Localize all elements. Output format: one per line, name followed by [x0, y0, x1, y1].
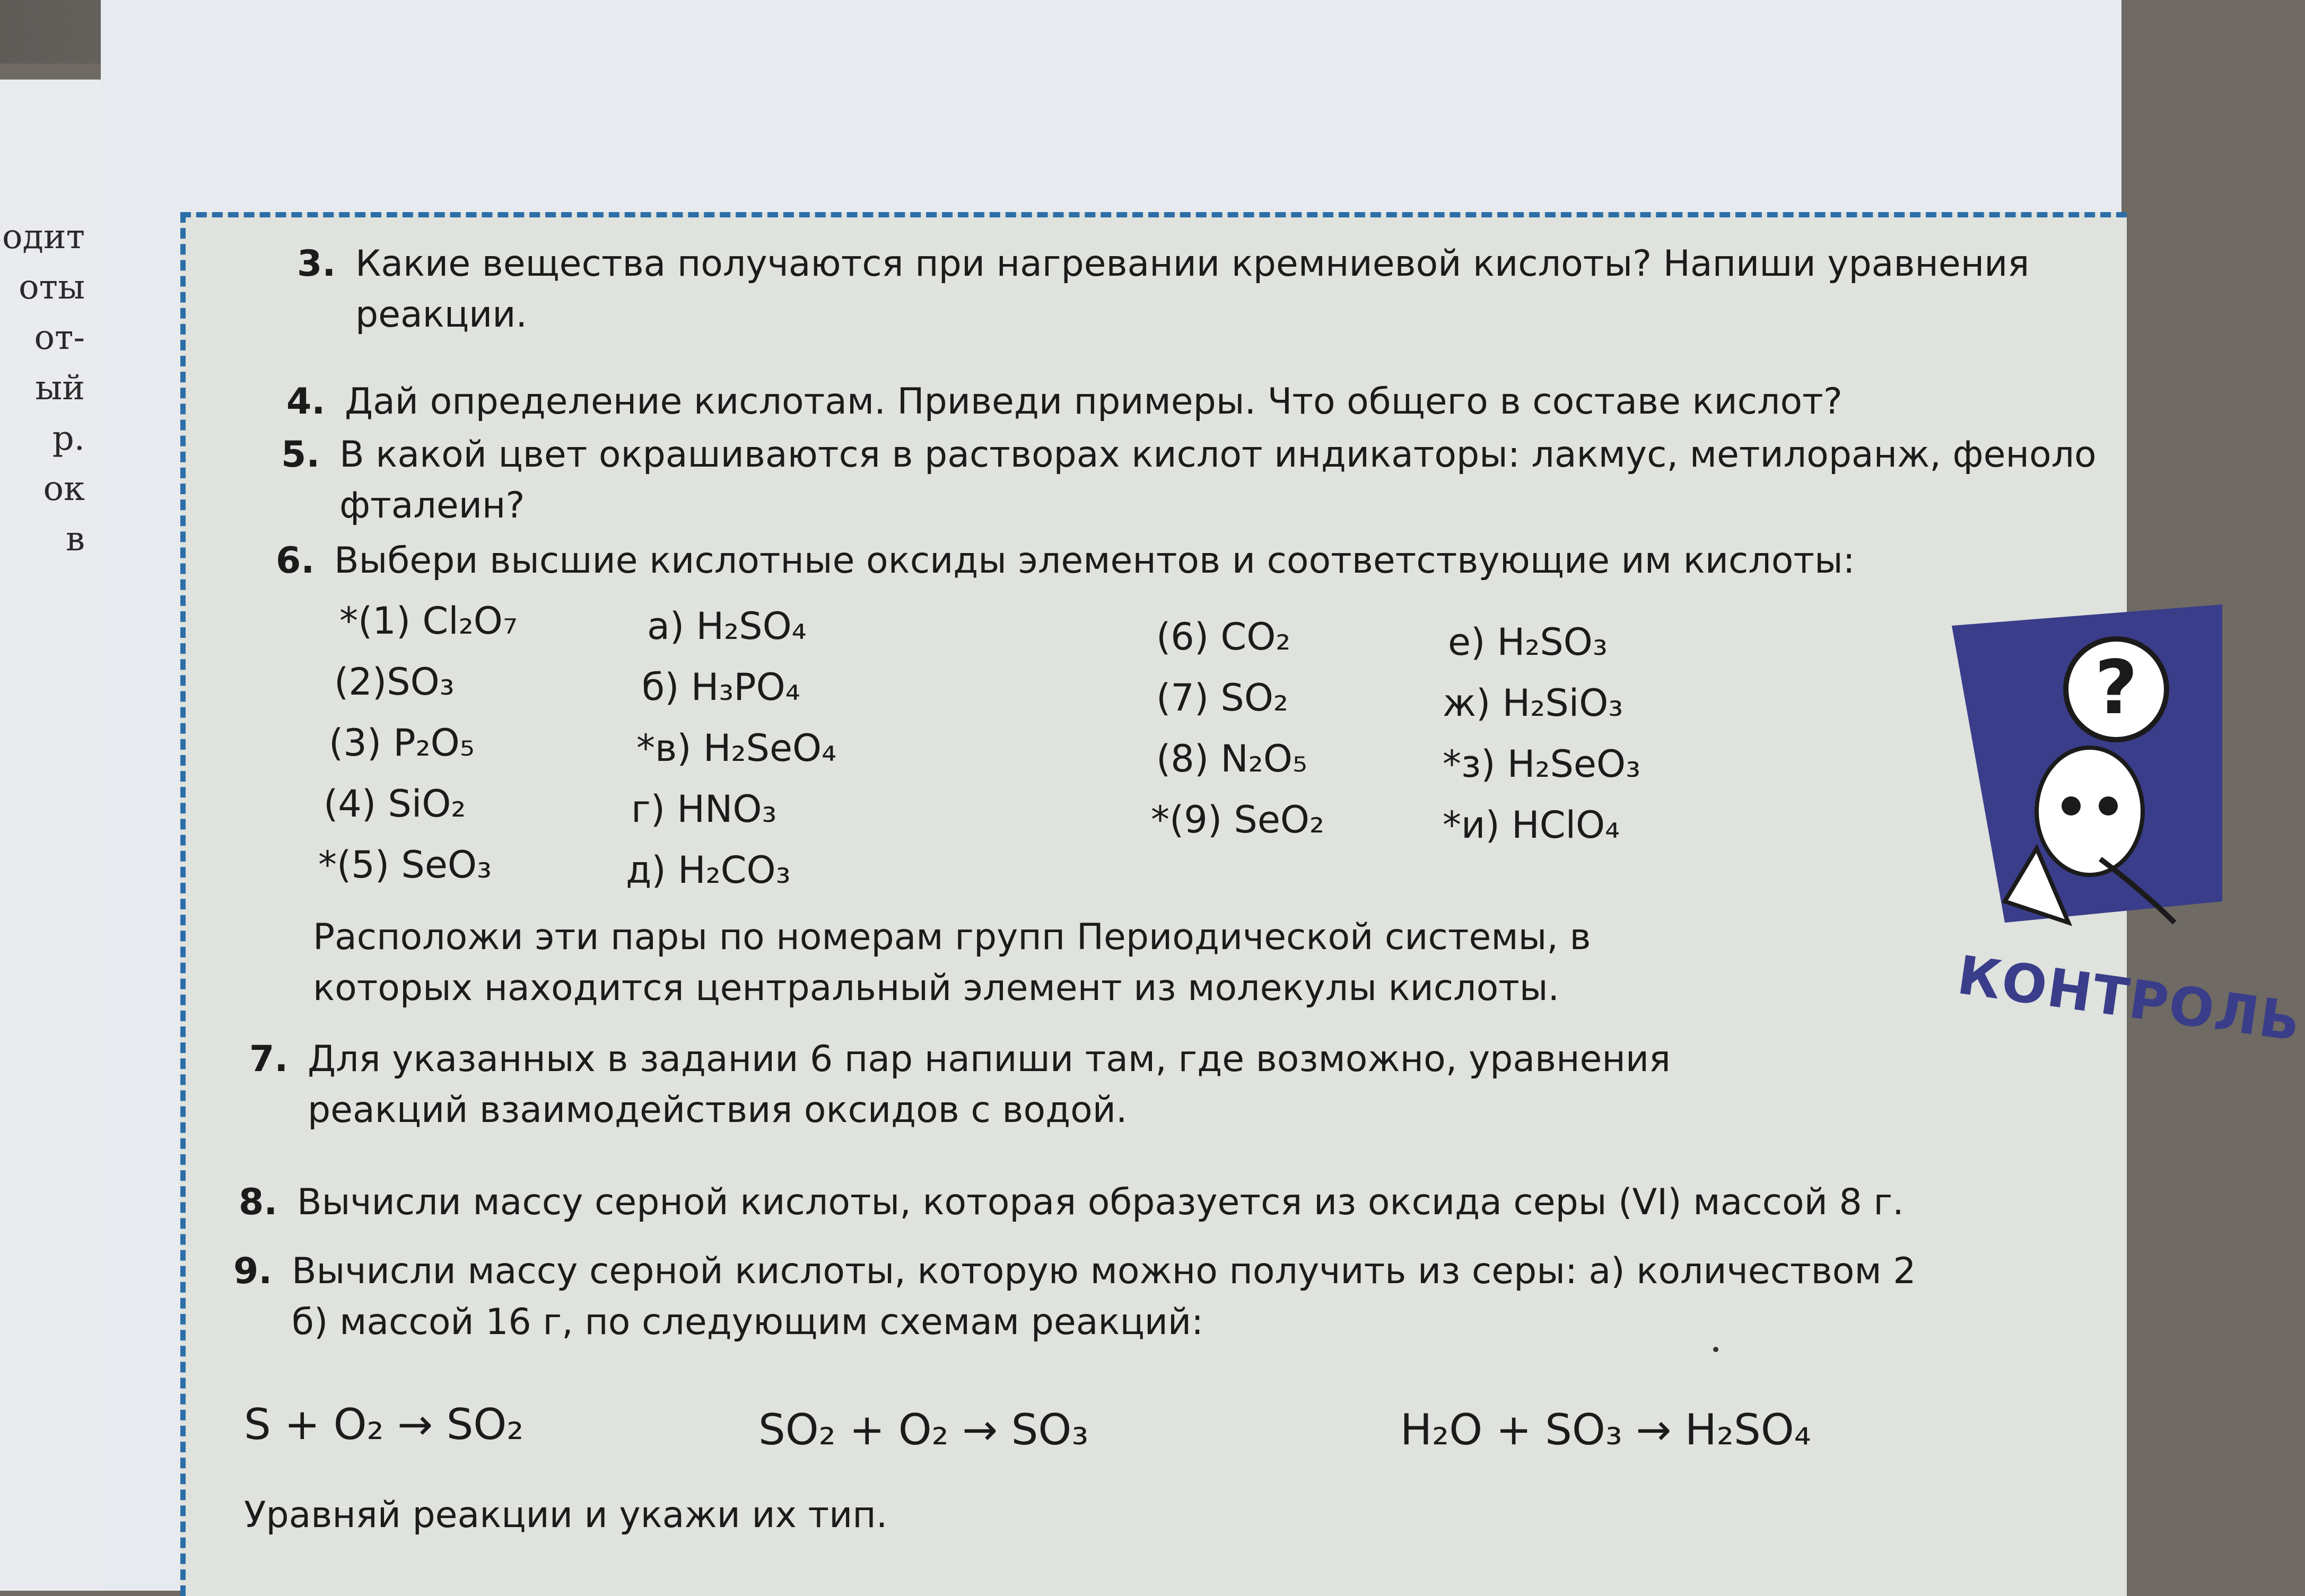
option-item: (2)SO₃ — [334, 660, 455, 704]
option-item: ж) H₂SiO₃ — [1443, 681, 1623, 725]
final-instruction: Уравняй реакции и укажи их тип. — [244, 1494, 888, 1536]
question-text: В какой цвет окрашиваются в растворах кислот индикаторы: лакмус, метилоранж, феноло — [339, 434, 2097, 476]
exercise-box — [180, 212, 2127, 1596]
question-text: Дай определение кислотам. Приведи примеры. Что общего в составе кислот? — [345, 381, 1843, 423]
question-number: 9. — [233, 1250, 273, 1292]
option-item: *(5) SeO₃ — [318, 843, 492, 887]
left-text-fragment: одит — [2, 217, 85, 257]
question-text: Выбери высшие кислотные оксиды элементов и соответствующие им кислоты: — [334, 540, 1855, 582]
left-text-fragment: от- — [34, 318, 85, 357]
question-mark-symbol: ? — [2094, 645, 2138, 731]
ink-dot — [1713, 1347, 1718, 1352]
reaction-formula: SO₂ + O₂ → SO₃ — [758, 1405, 1089, 1454]
option-item: *(9) SeO₂ — [1151, 798, 1325, 841]
option-item: *(1) Cl₂O₇ — [339, 599, 518, 643]
question-text: Вычисли массу серной кислоты, которую можно получить из серы: а) количеством 2 — [292, 1250, 1916, 1292]
question-text: фталеин? — [339, 485, 525, 527]
option-item: г) HNO₃ — [631, 787, 777, 831]
option-item: (6) CO₂ — [1156, 615, 1291, 659]
right-page — [101, 0, 2305, 1591]
question-4 — [286, 376, 1843, 427]
option-item: *в) H₂SeO₄ — [636, 726, 837, 770]
left-text-fragment: оты — [19, 268, 85, 307]
question-text: Какие вещества получаются при нагревании кремниевой кислоты? Напиши уравнения — [355, 243, 2030, 285]
option-item: б) H₃PO₄ — [642, 665, 800, 709]
left-text-fragment: в — [65, 520, 85, 559]
option-item: е) H₂SO₃ — [1448, 620, 1608, 664]
question-text: реакции. — [355, 294, 528, 336]
reaction-formula: H₂O + SO₃ → H₂SO₄ — [1400, 1405, 1811, 1454]
left-text-fragment: ый — [35, 369, 85, 408]
option-item: а) H₂SO₄ — [647, 604, 807, 648]
option-item: (7) SO₂ — [1156, 676, 1288, 720]
question-7 — [249, 1034, 1671, 1136]
exercise-content — [186, 217, 2127, 1596]
left-page-text — [0, 212, 90, 565]
question-text: которых находится центральный элемент из молекулы кислоты. — [313, 967, 1560, 1009]
question-text: Для указанных в задании 6 пар напиши там, где возможно, уравнения — [308, 1038, 1671, 1080]
question-9 — [233, 1246, 1916, 1348]
option-item: д) H₂CO₃ — [626, 848, 791, 892]
control-badge-label: КОНТРОЛЬ — [1953, 944, 2305, 1054]
question-6 — [276, 536, 1855, 586]
question-text: б) массой 16 г, по следующим схемам реакций: — [292, 1301, 1204, 1343]
question-5 — [281, 429, 2097, 531]
question-number: 4. — [286, 381, 326, 423]
option-item: (8) N₂O₅ — [1156, 737, 1307, 781]
question-8 — [239, 1177, 1904, 1228]
control-badge-icon — [1941, 604, 2222, 954]
question-number: 3. — [297, 243, 336, 285]
question-text: Вычисли массу серной кислоты, которая образуется из оксида серы (VI) массой 8 г. — [297, 1181, 1904, 1223]
question-3 — [297, 239, 2029, 340]
question-number: 6. — [276, 540, 315, 582]
option-item: *и) HClO₄ — [1443, 803, 1620, 847]
question-text: реакций взаимодействия оксидов с водой. — [308, 1089, 1128, 1131]
option-item: (3) P₂O₅ — [329, 721, 475, 765]
left-page — [0, 80, 109, 1591]
option-item: *з) H₂SeO₃ — [1443, 742, 1641, 786]
reaction-formula: S + O₂ → SO₂ — [244, 1400, 524, 1449]
left-text-fragment: р. — [52, 419, 85, 458]
question-6-tail — [313, 912, 1591, 1014]
question-number: 5. — [281, 434, 320, 476]
question-text: Расположи эти пары по номерам групп Периодической системы, в — [313, 916, 1591, 958]
left-text-fragment: ок — [43, 469, 85, 508]
option-item: (4) SiO₂ — [324, 782, 466, 826]
question-number: 8. — [239, 1181, 278, 1223]
question-number: 7. — [249, 1038, 289, 1080]
